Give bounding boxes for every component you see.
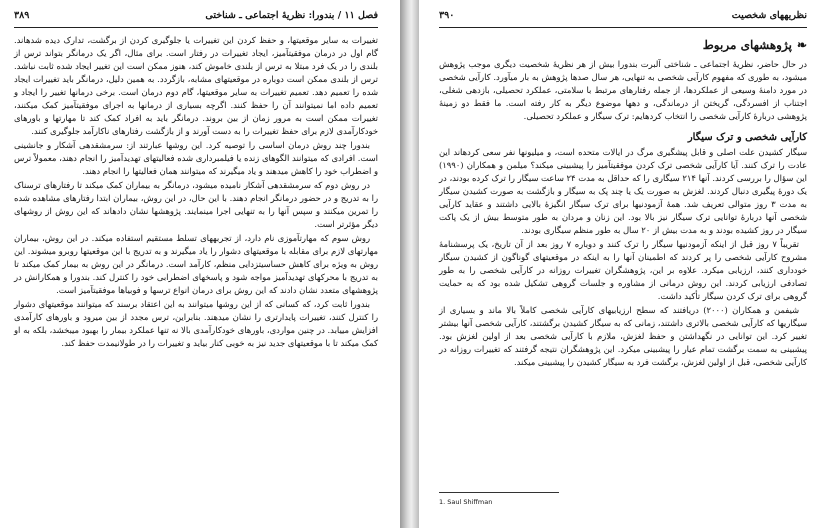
left-page-body: [14, 34, 378, 350]
right-page-number: ۳۹۰: [439, 10, 455, 21]
right-page: [419, 0, 823, 528]
left-paragraph-5: بندورا ثابت کرد، که کسانی که از این روشها میتوانند به این اعتقاد برسند که میتوانند موقعیتهای دشوار را کنترل کنند، تغییرات پایدارتری را نشان میدهند. بنابراین، ترس مجدد از بین میرود و باورهای کارآمدی افزایش مییابد. در چنین مواردی، باورهای خودکارآمدی بالا نه تنها عملکرد بیمار را بهبود میبخشد، بلکه به او کمک میکند تا با موقعیتهای جدید نیز به خوبی کنار بیاید و تغییرات را در طولانیمدت حفظ کند.: [14, 299, 378, 348]
right-header-rule: [439, 27, 807, 28]
right-paragraph-1: سیگار کشیدن علت اصلی و قابل پیشگیری مرگ در ایالات متحده است، و میلیونها نفر سعی کردهاند این عادت را ترک کنند. آیا کارآیی شخصی ترک کردن موفقیتآمیز را پیشبینی میکند؟ میلمن و همکاران (۱۹۹۰) این سؤال را بررسی کردند. آنها ۲۱۴ سیگاری را که حداقل به مدت ۲۴ ساعت سیگار را ترک کرده بودند، در یک دورۀ پیگیری دنبال کردند. لغزش به صورت یک یا چند پک به سیگار و بازگشت به صورت کشیدن سیگار به مدت ۳ روز متوالی تعریف شد. همۀ آزمودنیها برای ترک سیگار انگیزۀ بالایی داشتند و عقاید کارآیی شخصی آنها دربارۀ توانایی ترک سیگار نیز بالا بود. این زنان و مردان به طور متوسط بیش از یک پاکت سیگار در روز کشیده بودند و به مدت بیش از ۲۰ سال به طور منظم سیگاری بودند.: [439, 147, 808, 235]
left-paragraph-2: بندورا چند روش درمان اساسی را توصیه کرد. این روشها عبارتند از: سرمشقدهی آشکار و جانشینی است. افرادی که میتوانند الگوهای زنده یا فیلمبرداری شده فعالیتهای تهدیدآمیز را انجام دهند، معمولاً ترس و اضطراب خود را کاهش میدهند و یاد میگیرند که میتوانند همان فعالیتها را انجام دهند.: [14, 140, 378, 176]
left-paragraph-4: روش سوم که مهارتآموزی نام دارد، از تجربههای تسلط مستقیم استفاده میکند. در این روش، بیماران مهارتهای لازم برای مقابله با موقعیتهای دشوار را یاد میگیرند و به تدریج با این موقعیتها روبرو میشوند. این روش به ویژه برای کاهش حساسیتزدایی منظم، کارآمد است. درمانگر در این روش به بیمار کمک میکند تا به تدریج با محرکهای تهدیدآمیز مواجه شود و پاسخهای اضطرابی خود را کنترل کند. بندورا و همکارانش در پژوهشهای متعدد نشان دادند که این روش برای درمان انواع ترسها و فوبیاها موفقیتآمیز است.: [14, 233, 378, 295]
right-running-head: نظریههای شخصیت: [731, 10, 807, 21]
right-paragraph-3: شیفمن و همکاران (۲۰۰۰) دریافتند که سطح ارزیابیهای کارآیی شخصی کاملاً بالا ماند و بسیاری از سیگاریها که کارآیی شخصی بالاتری داشتند، زمانی که به سیگار کشیدن برگشتند، کارآیی شخصی آنها بیشتر تغییر کرد. این توانایی در نگهداشتن و حفظ لغزش، ملازم با کارآیی شخصی بعد از اولین لغزش بود. پیشبینی به سمت برگشت تمام عیار را پیشبینی میکرد. این پژوهشگران نتیجه گرفتند که تغییرات روزانه در کارآیی شخصی، قبل از اولین لغزش، برگشت فرد به سیگار کشیدن را پیشبینی میکند.: [439, 305, 807, 367]
right-page-header: [439, 9, 807, 24]
right-intro-paragraph: در حال حاضر، نظریۀ اجتماعی ـ شناختی آلبرت بندورا بیش از هر نظریۀ شخصیت دیگری موجب پژوهش میشود، به طوری که مفهوم کارآیی شخصی به تنهایی، هر سال صدها پژوهش به بار میآورد. کارآیی شخصی در مورد دامنۀ وسیعی از عملکردها، از جمله رفتارهای مرتبط با سلامتی، عملکرد تحصیلی، بازدهی شغلی، اجتناب از افسردگی، گریختن از درماندگی، و دهها موضوع دیگر به کار رفته است. ما فقط دو زمینۀ پژوهشی دربارۀ کارآیی شخصی را انتخاب کردهایم: ترک سیگار و عملکرد تحصیلی.: [439, 59, 807, 121]
left-page: [0, 0, 400, 528]
left-paragraph-1: تغییرات به سایر موقعیتها، و حفظ کردن این تغییرات یا جلوگیری کردن از برگشت، تدارک دیده شدهاند. گام اول در درمان موفقیتآمیز، ایجاد تغییرات در رفتار است. برای مثال، اگر یک درمانگر بتواند ترس از بلندی را در یک فرد مبتلا به ترس از بلندی خاموش کند، هنوز ممکن است این تغییر ایجاد شده ثابت نباشد. ترس از بلندی ممکن است دوباره در موقعیتهای مشابه، بازگردد. به همین دلیل، درمانگر باید تغییرات ایجاد شده را تعمیم دهد. تعمیم تغییرات به سایر موقعیتها، گام دوم درمان است. برخی درمانها تغییر را ایجاد و تعمیم داده اما نمیتوانند آن را حفظ کنند. اگرچه بسیاری از درمانها به اجرای موفقیتآمیز کمک میکنند، تغییرات ممکن است به مرور زمان از بین بروند. درمانگر باید به افراد کمک کند تا مهارتها و باورهای خودکارآمدی لازم برای حفظ تغییرات را به دست آورند و از بازگشت رفتارهای ناکارآمد جلوگیری کنند.: [14, 35, 378, 136]
right-paragraph-2: تقریباً ۷ روز قبل از اینکه آزمودنیها سیگار را ترک کنند و دوباره ۷ روز بعد از آن تاریخ، یک پرسشنامۀ مشروح کارآیی شخصی را پر کردند که اطمینان آنها را به اینکه در موقعیتهای گوناگون از کشیدن سیگار خودداری کنند، ارزیابی میکرد. علاوه بر این، پژوهشگران تغییرات روزانه در کارآیی شخصی را به طور تصادفی ارزیابی کردند. این روش درمانی از مشاوره و جلسات گروهی تشکیل شده بود که به حمایت گروهی برای ترک کردن سیگار تأکید داشت.: [439, 239, 807, 301]
book-gutter: [400, 0, 419, 528]
section-title: [439, 38, 807, 52]
left-paragraph-3: در روش دوم که سرمشقدهی آشکار نامیده میشود، درمانگر به بیماران کمک میکند تا رفتارهای ترسناک را به تدریج و در حضور درمانگر انجام دهند. با این حال، در این روش، بیماران ابتدا رفتارهای مشاهده شده را تمرین میکنند و سپس آنها را به تنهایی اجرا مینمایند. پژوهشها نشان دادهاند که این روش از روشهای دیگر مؤثرتر است.: [14, 180, 378, 229]
section-title-text: پژوهشهای مربوط: [702, 38, 792, 52]
left-running-head: فصل ۱۱ / بندورا: نظریۀ اجتماعی ـ شناختی: [205, 10, 378, 21]
subheading-self-efficacy-smoking: کارآیی شخصی و ترک سیگار: [687, 132, 807, 143]
left-header-rule: [14, 27, 378, 28]
right-page-body: [439, 58, 807, 369]
section-marker-icon: ❧: [796, 38, 807, 52]
footnote-rule: [439, 492, 559, 493]
footnote: 1. Saul Shiffman: [439, 498, 493, 506]
left-page-number: ۳۸۹: [14, 10, 30, 21]
left-page-header: [14, 9, 378, 24]
